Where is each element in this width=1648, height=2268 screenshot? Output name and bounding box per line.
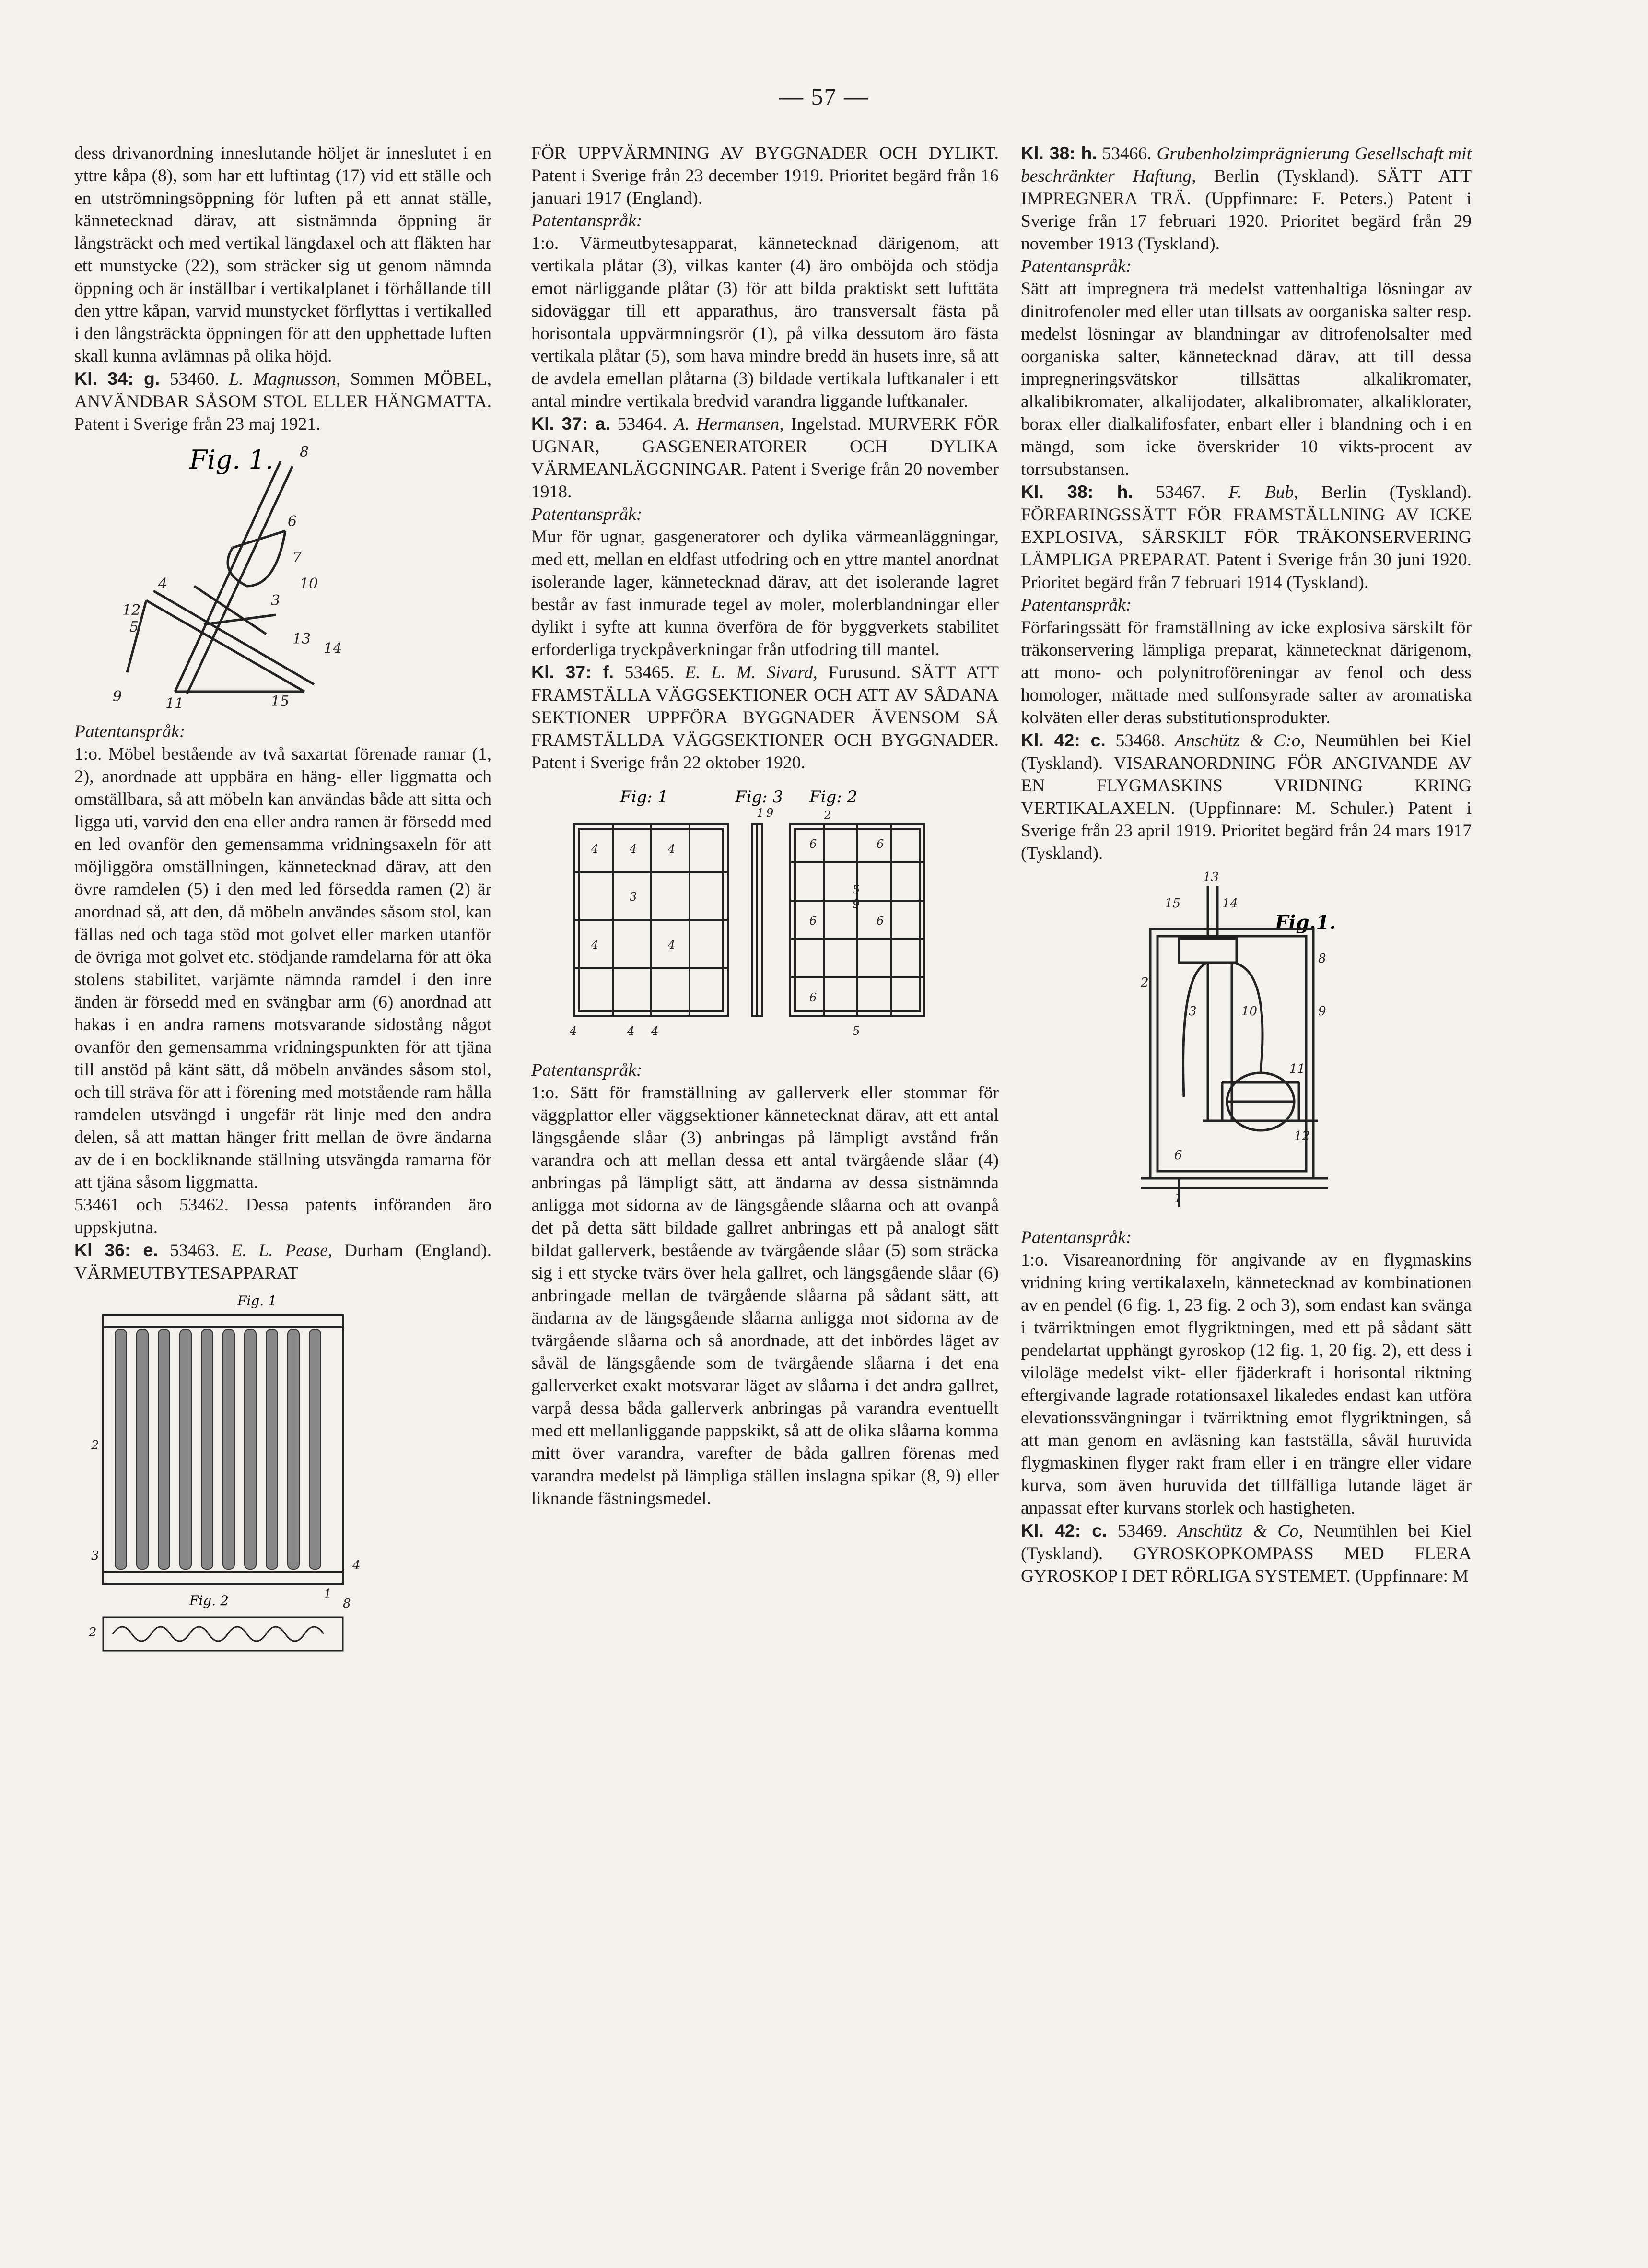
patent-entry-53466 xyxy=(1021,142,1472,255)
figure-label: Fig: 3 xyxy=(735,787,783,807)
patent-entry-53469 xyxy=(1021,1519,1472,1587)
svg-text:13: 13 xyxy=(1203,871,1219,884)
patent-claim-53468: 1:o. Visareanordning för angivande av en flygmaskins vridning kring vertikalaxeln, kännetecknad av kombinationen av en pendel (6 fig. 1, 23 fig. 2 och 3), som endast kan svänga i tvärriktningen emot flygriktningen, med ett på sådant sätt pendelartat upphängt gyroskop (12 fig. 1, 20 fig. 2), ett dess i viloläge medelst vikt- eller fjäderkraft i horisontal riktning eftergivande lagrade rotationsaxel likaledes endast kan utföra elevationssvängningar i tvärriktning emot flygriktningen, så att man genom en avläsning kan fastställa, såväl huruvida flygmaskinen flyger rakt fram eller i en trängre eller vidare kurva, som även huruvida det tillfälliga lutande läget är anpassat efter kurvans storlek och hastigheten. xyxy=(1021,1250,1472,1518)
svg-text:10: 10 xyxy=(1241,1004,1258,1019)
svg-text:2: 2 xyxy=(1141,975,1149,990)
patent-claim-53460: 1:o. Möbel bestående av två saxartat förenade ramar (1, 2), anordnade att uppbära en häng- eller liggmatta och omställbara, så att möbeln kan användas både att sitta och ligga uti, varvid den ena eller andra ramen är försedd med en led ovanför den gemensamma vridningsaxeln för att möjliggöra omställningen, kännetecknad därav, att den övre ramdelen (5) i den med led försedda ramen (2) är anordnad så, att den, då möbeln användes såsom stol, kan fällas ned och taga stöd mot golvet eller marken utanför de övriga mot golvet etc. stödjande ramdelarna för att öka stolens stabilitet, varjämte nämnda ramdel i den inre änden är försedd med en svängbar arm (6) anordnad att hakas i en andra ramens motsvarande sidostång något ovanför den gemensamma vridningspunkten för att tjäna till anstöd på känt sätt, då möbeln användes såsom stol, och till sträva för att i förening med motstående ram hålla ramdelen utsvängd i ungefär rät linje med den andra delen, så att mattan hänger fritt mellan de övre ändarna av de i en bockliknande ställning utsvängda ramarna för att tjäna såsom liggmatta. xyxy=(74,744,491,1192)
svg-text:5: 5 xyxy=(129,619,139,635)
patent-title: Neumühlen bei Kiel (Tyskland). GYROSKOPKOMPASS MED FLERA GYROSKOP I DET RÖRLIGA SYSTEMET. (Uppfinnare: M xyxy=(1021,1521,1472,1586)
deferred-note: 53461 och 53462. Dessa patents införanden äro uppskjutna. xyxy=(74,1195,491,1237)
patent-title: Ingelstad. MURVERK FÖR UGNAR, GASGENERATORER OCH DYLIKA VÄRMEANLÄGGNINGAR. Patent i Sverige från 20 november 1918. xyxy=(531,414,999,502)
patent-number: 53466. xyxy=(1102,144,1152,164)
figure-label: Fig. 1. xyxy=(189,445,274,475)
svg-text:8: 8 xyxy=(300,444,309,460)
svg-text:2: 2 xyxy=(89,1625,97,1640)
svg-text:4: 4 xyxy=(591,938,599,952)
claims-heading: Patentanspråk: xyxy=(74,722,186,741)
svg-text:6: 6 xyxy=(809,914,817,928)
claims-heading: Patentanspråk: xyxy=(531,505,643,524)
patent-claim-53463: 1:o. Värmeutbytesapparat, kännetecknad därigenom, att vertikala plåtar (3), vilkas kanter (4) äro omböjda och stödja emot närliggande plåtar (3) för att bilda praktiskt sett lufttäta sidoväggar till ett apparathus, äro transversalt fästa på horisontala uppvärmningsrör (1), på vilka dessutom äro fästa vertikala plåtar (5), som hava mindre bredd än husets inre, så att de avdela emellan plåtarna (3) bildade vertikala luftkanaler i ett antal mindre vertikala bredvid varandra liggande luftkanaler. xyxy=(531,234,999,411)
claims-heading: Patentanspråk: xyxy=(1021,1228,1132,1247)
svg-text:4: 4 xyxy=(627,1024,635,1038)
patent-entry-53467 xyxy=(1021,481,1472,594)
svg-text:14: 14 xyxy=(1222,896,1239,911)
svg-text:3: 3 xyxy=(271,592,281,609)
figure-label: Fig. 1 xyxy=(237,1293,277,1309)
svg-text:5: 5 xyxy=(853,1024,860,1038)
svg-text:15: 15 xyxy=(1165,896,1181,911)
patent-number: 53463. xyxy=(170,1241,220,1260)
svg-text:6: 6 xyxy=(1174,1148,1182,1163)
inventor-name: L. Magnusson, xyxy=(229,369,341,389)
class-label: Kl 36: e. xyxy=(74,1240,158,1260)
svg-text:4: 4 xyxy=(668,938,676,952)
svg-text:2: 2 xyxy=(91,1438,99,1453)
svg-text:9: 9 xyxy=(853,897,860,911)
figure-label: Fig.1. xyxy=(1275,911,1336,934)
svg-text:15: 15 xyxy=(271,693,290,710)
page-number: — 57 — xyxy=(779,83,869,110)
class-label: Kl. 34: g. xyxy=(74,368,160,388)
svg-text:6: 6 xyxy=(288,513,297,530)
svg-text:4: 4 xyxy=(668,842,676,856)
continuation-text: dess drivanordning inneslutande höljet är inneslutet i en yttre kåpa (8), som har ett luftintag (17) vid ett ställe och en utströmningsöppning för luften på ett annat ställe, kännetecknad därav, att sistnämnda öppning är långsträckt och med vertikal längdaxel och att fläkten har ett munstycke (22), som sträcker sig ut genom nämnda öppning och är inställbar i vertikalplanet i förhållande till den yttre kåpan, varvid munstycket förflyttas i vertikalled i den långsträckta öppningen för att den upphettade luften skall kunna avlämnas på olika höjd. xyxy=(74,143,491,366)
svg-text:10: 10 xyxy=(300,576,318,592)
svg-text:4: 4 xyxy=(352,1558,361,1573)
svg-text:7: 7 xyxy=(292,549,302,566)
class-label: Kl. 37: f. xyxy=(531,662,614,682)
column-left xyxy=(74,142,491,1684)
svg-text:14: 14 xyxy=(324,640,342,657)
svg-text:1: 1 xyxy=(1174,1191,1182,1206)
patent-title: Neumühlen bei Kiel (Tyskland). VISARANORDNING FÖR ANGIVANDE AV EN FLYGMASKINS VRIDNING KRING VERTIKALAXELN. (Uppfinnare: M. Schuler.) Patent i Sverige från 23 april 1919. Prioritet begärd från 24 mars 1917 (Tyskland). xyxy=(1021,731,1472,863)
svg-text:4: 4 xyxy=(630,842,637,856)
svg-text:2: 2 xyxy=(824,809,831,822)
patent-number: 53467. xyxy=(1156,482,1206,502)
figure-label-2: Fig. 2 xyxy=(189,1593,229,1609)
svg-text:5: 5 xyxy=(853,883,860,896)
patent-title: Berlin (Tyskland). SÄTT ATT IMPREGNERA TRÄ. (Uppfinnare: F. Peters.) Patent i Sverige från 17 februari 1920. Prioritet begärd från 29 november 1913 (Tyskland). xyxy=(1021,166,1472,254)
svg-text:6: 6 xyxy=(877,837,884,851)
inventor-name: Anschütz & Co, xyxy=(1177,1521,1303,1541)
svg-text:4: 4 xyxy=(570,1024,577,1038)
figure-radiator xyxy=(74,1291,491,1675)
patent-number: 53460. xyxy=(169,369,219,389)
svg-text:3: 3 xyxy=(630,890,637,904)
svg-text:11: 11 xyxy=(165,695,184,711)
claims-heading: Patentanspråk: xyxy=(1021,595,1132,615)
patent-entry-53464 xyxy=(531,412,999,503)
inventor-name: Grubenholzimprägnierung Gesellschaft mit beschränkter Haftung, xyxy=(1021,144,1472,186)
svg-text:6: 6 xyxy=(877,914,884,928)
figure-wall-sections xyxy=(531,781,999,1049)
svg-text:3: 3 xyxy=(1189,1004,1197,1019)
claims-heading: Patentanspråk: xyxy=(531,211,643,231)
figure-chair-hammock xyxy=(74,442,491,711)
patent-number: 53464. xyxy=(617,414,667,434)
patent-claim-53465: 1:o. Sätt för framställning av gallerverk eller stommar för väggplattor eller väggsektioner kännetecknat därav, att ett antal längsgående slåar (3) anbringas på lämpligt avstånd från varandra och att mellan dessa ett antal tvärgående slåar (4) anbringas på lämpligt sätt, att ändarna av dessa sistnämnda anligga mot sidorna av de längsgående slåarna och att ovanpå det på detta sätt bildade gallret anbringas ett på analogt sätt bildat gallerverk, bestående av tvärgående slåar (5) som sträcka sig i ett stycke tvärs över hela gallret, och längsgående slåar (6) anbringade mellan de tvärgående slåarna på sådant sätt, att ändarna av de längsgående slåarna anligga mot sidorna av de tvärgående slåarna och så anordnade, att det inbördes läget av såväl de längsgående som de tvärgående slåarna i det ena gallerverket exakt motsvarar läget av slåarna i det andra gallret, varpå dessa båda gallerverk anbringas på varandra eventuellt med ett mellanliggande pappskikt, så att de olika slåarna komma mitt över varandra, varefter de båda gallren förenas med varandra medelst på lämpliga ställen inslagna spikar (8, 9) eller liknande fästningsmedel. xyxy=(531,1083,999,1508)
svg-text:8: 8 xyxy=(343,1597,351,1611)
patent-title: Sommen MÖBEL, ANVÄNDBAR SÅSOM STOL ELLER HÄNGMATTA. Patent i Sverige från 23 maj 1921. xyxy=(74,369,491,434)
class-label: Kl. 42: c. xyxy=(1021,730,1106,750)
claims-heading: Patentanspråk: xyxy=(1021,257,1132,276)
patent-number: 53465. xyxy=(624,663,674,682)
svg-text:9: 9 xyxy=(766,806,774,820)
patent-title: Berlin (Tyskland). FÖRFARINGSSÄTT FÖR FRAMSTÄLLNING AV ICKE EXPLOSIVA, SÄRSKILT FÖR TRÄKONSERVERING LÄMPLIGA PREPARAT. Patent i Sverige från 30 juni 1920. Prioritet begärd från 7 februari 1914 (Tyskland). xyxy=(1021,482,1472,592)
inventor-name: F. Bub, xyxy=(1228,482,1298,502)
patent-number: 53468. xyxy=(1115,731,1165,751)
svg-text:4: 4 xyxy=(591,842,599,856)
patent-claim-53464: Mur för ugnar, gasgeneratorer och dylika värmeanläggningar, med ett, mellan en eldfast utfodring och en yttre mantel anordnat isolerande lager, kännetecknad därav, att det isolerande lagret består av fast inmurade tegel av moler, molerblandningar eller dylikt i syfte att kunna överföra de för byggverkets stabilitet erforderliga tryckpåverkningar från utfodring till mantel. xyxy=(531,527,999,659)
svg-text:12: 12 xyxy=(122,602,141,619)
class-label: Kl. 42: c. xyxy=(1021,1520,1107,1540)
svg-text:3: 3 xyxy=(91,1549,99,1563)
column-right xyxy=(1021,142,1472,1587)
svg-text:4: 4 xyxy=(651,1024,659,1038)
inventor-name: A. Hermansen, xyxy=(674,414,784,434)
svg-text:13: 13 xyxy=(292,631,311,647)
svg-text:9: 9 xyxy=(1318,1004,1326,1019)
claims-heading: Patentanspråk: xyxy=(531,1060,643,1080)
inventor-name: E. L. M. Sivard, xyxy=(685,663,818,682)
patent-entry-53465 xyxy=(531,661,999,774)
svg-text:6: 6 xyxy=(809,991,817,1004)
class-label: Kl. 38: h. xyxy=(1021,482,1133,502)
column-middle xyxy=(531,142,999,1510)
inventor-name: Anschütz & C:o, xyxy=(1175,731,1305,751)
svg-text:1: 1 xyxy=(324,1587,332,1601)
svg-text:1: 1 xyxy=(757,806,764,820)
patent-claim-53467: Förfaringssätt för framställning av icke explosiva särskilt för träkonservering lämpliga preparat, kännetecknat därigenom, att mono- och polynitroföreningar av fenol och dess homologer, mättade med sulfonsyrade salter av aromatiska kolväten eller deras substitutionsprodukter. xyxy=(1021,618,1472,728)
patent-number: 53469. xyxy=(1117,1521,1167,1541)
patent-entry-53468 xyxy=(1021,729,1472,865)
figure-label: Fig: 1 xyxy=(620,787,668,807)
svg-text:8: 8 xyxy=(1318,952,1326,966)
svg-text:4: 4 xyxy=(158,576,168,592)
patent-title: Durham (England). VÄRMEUTBYTESAPPARAT xyxy=(74,1241,492,1283)
patent-entry-53463 xyxy=(74,1239,491,1284)
inventor-name: E. L. Pease, xyxy=(231,1241,333,1260)
class-label: Kl. 38: h. xyxy=(1021,143,1097,163)
patent-entry-53460 xyxy=(74,367,491,435)
patent-title-continuation: FÖR UPPVÄRMNING AV BYGGNADER OCH DYLIKT. Patent i Sverige från 23 december 1919. Prioritet begärd från 16 januari 1917 (England). xyxy=(531,143,999,208)
figure-label: Fig: 2 xyxy=(809,787,858,807)
class-label: Kl. 37: a. xyxy=(531,413,610,434)
figure-gyroscope xyxy=(1021,871,1472,1217)
svg-text:6: 6 xyxy=(809,837,817,851)
svg-text:12: 12 xyxy=(1294,1129,1310,1143)
svg-text:9: 9 xyxy=(113,688,122,705)
svg-text:11: 11 xyxy=(1289,1062,1306,1076)
patent-claim-53466: Sätt att impregnera trä medelst vattenhaltiga lösningar av dinitrofenoler med eller utan tillsats av oorganiska salter resp. medelst lösningar av blandningar av ditrofenolsalter med oorganiska salter, kännetecknad därav, att till dessa impregneringsvätskor tillsättas alkalikromater, alkalibikromater, alkalijodater, alkalibromater, alkaliklorater, borax eller dialkalifosfater, enbart eller i blandning och i en mängd, som icke överskrider 10 vikts-procent av torrsubstansen. xyxy=(1021,279,1472,479)
patent-title: Furusund. SÄTT ATT FRAMSTÄLLA VÄGGSEKTIONER OCH ATT AV SÅDANA SEKTIONER UPPFÖRA BYGGNADER ÄVENSOM SÅ FRAMSTÄLLDA VÄGGSEKTIONER OCH BYGGNADER. Patent i Sverige från 22 oktober 1920. xyxy=(531,663,999,773)
